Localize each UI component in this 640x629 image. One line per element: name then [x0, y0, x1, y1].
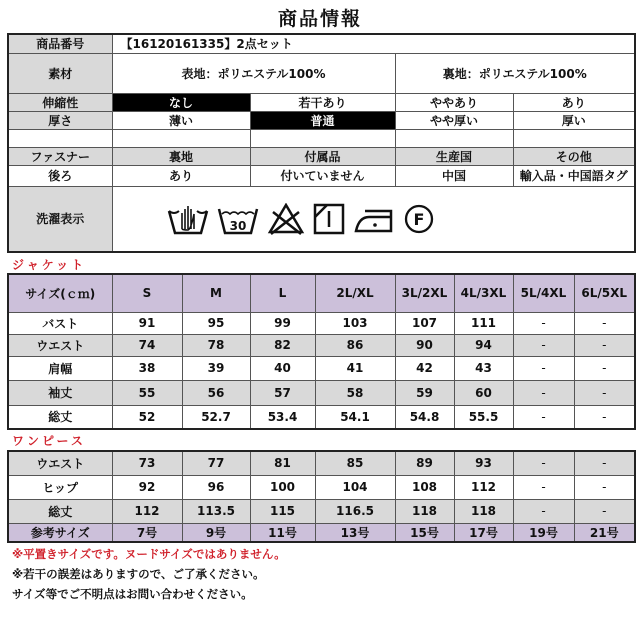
row-label: 肩幅: [8, 356, 112, 380]
cell: 96: [182, 475, 250, 499]
cell: 39: [182, 356, 250, 380]
cell: 73: [112, 451, 182, 475]
size-header-4l: 4L/3XL: [454, 274, 513, 312]
cell: 43: [454, 356, 513, 380]
size-header-3l: 3L/2XL: [395, 274, 454, 312]
table-row: [8, 475, 635, 499]
row-label: 総丈: [8, 499, 112, 523]
row-label: バスト: [8, 312, 112, 334]
reference-size-row: [8, 523, 635, 542]
cell: 53.4: [250, 405, 315, 429]
cell: -: [513, 451, 574, 475]
size-header-6l: 6L/5XL: [574, 274, 635, 312]
svg-text:F: F: [413, 209, 424, 229]
notes: [12, 544, 286, 604]
cell: -: [574, 334, 635, 356]
jacket-section-title: ジャケット: [12, 258, 87, 272]
cell: 104: [315, 475, 395, 499]
cell: 82: [250, 334, 315, 356]
cell: 108: [395, 475, 454, 499]
size-header-l: L: [250, 274, 315, 312]
zipper-header: ファスナー: [8, 147, 112, 165]
cell: 19号: [513, 523, 574, 542]
cell: 90: [395, 334, 454, 356]
size-header-label: サイズ(ｃｍ): [8, 274, 112, 312]
cell: -: [513, 499, 574, 523]
thickness-option-thin: 薄い: [112, 111, 250, 129]
blank-cell: [112, 129, 250, 147]
cell: 54.8: [395, 405, 454, 429]
note-tolerance: ※若干の誤差はありますので、ご了承ください。: [12, 567, 265, 581]
cell: 7号: [112, 523, 182, 542]
thickness-label: 厚さ: [8, 111, 112, 129]
row-label: 総丈: [8, 405, 112, 429]
country-value: 中国: [395, 165, 513, 186]
cell: 78: [182, 334, 250, 356]
accessories-value: 付いていません: [250, 165, 395, 186]
cell: 56: [182, 380, 250, 405]
iron-low-icon: [353, 203, 395, 235]
cell: 55.5: [454, 405, 513, 429]
product-number-value: 【16120161335】2点セット: [112, 34, 635, 53]
cell: 86: [315, 334, 395, 356]
cell: -: [574, 405, 635, 429]
cell: 95: [182, 312, 250, 334]
cell: -: [574, 312, 635, 334]
table-row: [8, 499, 635, 523]
cell: 74: [112, 334, 182, 356]
material-lining: 裏地：ポリエステル100%: [395, 53, 635, 93]
cell: -: [513, 475, 574, 499]
blank-cell: [395, 129, 513, 147]
cell: 38: [112, 356, 182, 380]
table-row: [8, 312, 635, 334]
cell: -: [574, 380, 635, 405]
cell: 118: [454, 499, 513, 523]
stretch-label: 伸縮性: [8, 93, 112, 111]
product-number-label: 商品番号: [8, 34, 112, 53]
cell: 115: [250, 499, 315, 523]
cell: 103: [315, 312, 395, 334]
table-row: [8, 356, 635, 380]
care-symbols-cell: [112, 186, 635, 252]
cell: -: [513, 380, 574, 405]
cell: 9号: [182, 523, 250, 542]
jacket-size-table: [7, 273, 636, 430]
cell: -: [574, 356, 635, 380]
cell: -: [574, 475, 635, 499]
cell: 85: [315, 451, 395, 475]
thickness-option-normal: 普通: [250, 111, 395, 129]
cell: -: [513, 405, 574, 429]
row-label: 参考サイズ: [8, 523, 112, 542]
product-info-table: [7, 33, 636, 253]
cell: 107: [395, 312, 454, 334]
cell: 59: [395, 380, 454, 405]
row-label: 袖丈: [8, 380, 112, 405]
cell: 41: [315, 356, 395, 380]
size-header-5l: 5L/4XL: [513, 274, 574, 312]
no-bleach-icon: [267, 203, 305, 235]
cell: 60: [454, 380, 513, 405]
cell: 77: [182, 451, 250, 475]
cell: 17号: [454, 523, 513, 542]
wash-30-icon: [217, 203, 259, 235]
cell: 111: [454, 312, 513, 334]
cell: 93: [454, 451, 513, 475]
note-flat-measurement: ※平置きサイズです。ヌードサイズではありません。: [12, 547, 286, 561]
zipper-value: 後ろ: [8, 165, 112, 186]
blank-cell: [8, 129, 112, 147]
hand-wash-icon: [167, 203, 209, 235]
cell: 15号: [395, 523, 454, 542]
cell: 116.5: [315, 499, 395, 523]
dry-clean-f-icon: [403, 203, 435, 235]
svg-text:30: 30: [229, 218, 246, 233]
cell: 11号: [250, 523, 315, 542]
material-outer: 表地：ポリエステル100%: [112, 53, 395, 93]
cell: -: [513, 334, 574, 356]
stretch-option-none: なし: [112, 93, 250, 111]
cell: 81: [250, 451, 315, 475]
cell: 54.1: [315, 405, 395, 429]
cell: -: [574, 451, 635, 475]
row-label: ヒップ: [8, 475, 112, 499]
blank-cell: [250, 129, 395, 147]
accessories-header: 付属品: [250, 147, 395, 165]
cell: -: [513, 312, 574, 334]
page-title: 商品情報: [277, 8, 362, 30]
cell: 89: [395, 451, 454, 475]
cell: 112: [112, 499, 182, 523]
cell: 52.7: [182, 405, 250, 429]
cell: 92: [112, 475, 182, 499]
table-row: [8, 334, 635, 356]
thickness-option-slightly-thick: やや厚い: [395, 111, 513, 129]
cell: -: [574, 499, 635, 523]
country-header: 生産国: [395, 147, 513, 165]
note-contact: サイズ等でご不明点はお問い合わせください。: [12, 587, 253, 601]
cell: 112: [454, 475, 513, 499]
table-row: [8, 405, 635, 429]
cell: 58: [315, 380, 395, 405]
jacket-header-row: [8, 274, 635, 312]
size-header-s: S: [112, 274, 182, 312]
blank-cell: [513, 129, 635, 147]
cell: -: [513, 356, 574, 380]
row-label: ウエスト: [8, 334, 112, 356]
row-label: ウエスト: [8, 451, 112, 475]
dress-size-table: [7, 450, 636, 543]
stretch-option-slight: 若干あり: [250, 93, 395, 111]
material-label: 素材: [8, 53, 112, 93]
cell: 52: [112, 405, 182, 429]
cell: 91: [112, 312, 182, 334]
cell: 13号: [315, 523, 395, 542]
cell: 113.5: [182, 499, 250, 523]
cell: 21号: [574, 523, 635, 542]
other-value: 輸入品・中国語タグ: [513, 165, 635, 186]
cell: 99: [250, 312, 315, 334]
table-row: [8, 451, 635, 475]
stretch-option-yes: あり: [513, 93, 635, 111]
cell: 40: [250, 356, 315, 380]
cell: 42: [395, 356, 454, 380]
other-header: その他: [513, 147, 635, 165]
drip-dry-shade-icon: [313, 203, 345, 235]
care-label: 洗濯表示: [8, 186, 112, 252]
cell: 94: [454, 334, 513, 356]
cell: 118: [395, 499, 454, 523]
stretch-option-some: ややあり: [395, 93, 513, 111]
size-header-m: M: [182, 274, 250, 312]
cell: 100: [250, 475, 315, 499]
table-row: [8, 380, 635, 405]
cell: 57: [250, 380, 315, 405]
lining-header: 裏地: [112, 147, 250, 165]
size-header-2l: 2L/XL: [315, 274, 395, 312]
dress-section-title: ワンピース: [12, 434, 86, 448]
lining-value: あり: [112, 165, 250, 186]
cell: 55: [112, 380, 182, 405]
thickness-option-thick: 厚い: [513, 111, 635, 129]
